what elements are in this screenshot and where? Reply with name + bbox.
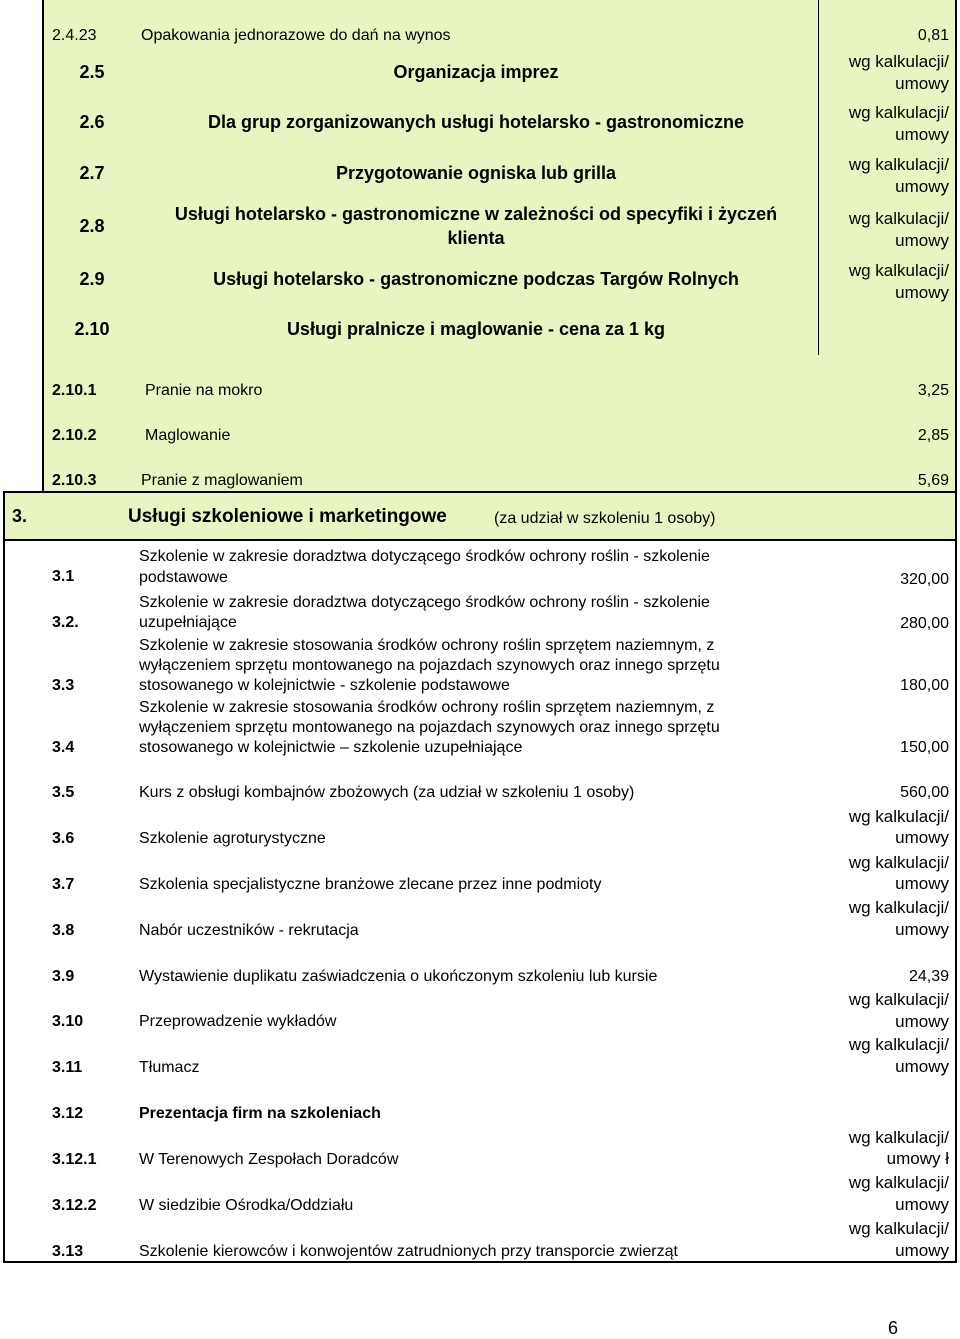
row-description: Przeprowadzenie wykładów — [139, 1013, 337, 1030]
row-number: 3.10 — [52, 1013, 84, 1030]
row-price: 320,00 — [900, 571, 949, 588]
row-number: 3.2. — [52, 614, 79, 631]
row-price: 24,39 — [908, 968, 949, 985]
row-description: Szkolenie kierowców i konwojentów zatrudnionych przy transporcie zwierząt — [139, 1243, 678, 1260]
row-price-line-2: umowy — [895, 283, 949, 302]
row-price-line-1: wg kalkulacji/ — [848, 155, 949, 174]
row-description: Maglowanie — [145, 427, 231, 444]
row-price-line-2: umowy ł — [886, 1149, 949, 1168]
row-price: 180,00 — [900, 677, 949, 694]
row-price-line-1: wg kalkulacji/ — [848, 898, 949, 917]
row-description: Prezentacja firm na szkoleniach — [139, 1105, 381, 1122]
row-price-line-1: wg kalkulacji/ — [848, 990, 949, 1009]
row-description-line-2: wyłączeniem sprzętu montowanego na pojazdach szynowych oraz innego sprzętu — [139, 657, 720, 674]
row-number: 3.1 — [52, 568, 75, 585]
row-price: 560,00 — [900, 784, 949, 801]
row-price: 2,85 — [917, 427, 949, 444]
row-number: 2.10 — [74, 319, 110, 339]
row-number: 2.10.3 — [52, 472, 97, 489]
row-number: 3.12 — [52, 1105, 84, 1122]
row-description: Tłumacz — [139, 1059, 200, 1076]
row-price-line-1: wg kalkulacji/ — [848, 807, 949, 826]
row-number: 2.6 — [79, 112, 105, 132]
row-number: 2.10.2 — [52, 427, 97, 444]
row-price-line-1: wg kalkulacji/ — [848, 1035, 949, 1054]
row-number: 3.4 — [52, 739, 75, 756]
row-description-line-1: Szkolenie w zakresie stosowania środków ochrony roślin sprzętem naziemnym, z — [139, 699, 715, 716]
row-number: 3.12.2 — [52, 1197, 97, 1214]
row-number: 2.5 — [79, 62, 105, 82]
row-number: 2.8 — [79, 216, 105, 236]
row-price-line-1: wg kalkulacji/ — [848, 103, 949, 122]
row-number: 2.7 — [79, 163, 105, 183]
row-description-line-1: Szkolenie w zakresie doradztwa dotyczącego środków ochrony roślin - szkolenie — [139, 548, 710, 565]
row-number: 3.5 — [52, 784, 75, 801]
row-description-line-1: Szkolenie w zakresie doradztwa dotyczącego środków ochrony roślin - szkolenie — [139, 594, 710, 611]
row-price: 3,25 — [917, 382, 949, 399]
row-price-line-2: umowy — [895, 231, 949, 250]
table-border-right — [955, 0, 957, 1262]
row-price-line-1: wg kalkulacji/ — [848, 52, 949, 71]
row-price: 5,69 — [917, 472, 949, 489]
row-description: Dla grup zorganizowanych usługi hotelarsko - gastronomiczne — [207, 112, 745, 132]
row-description-line-3: stosowanego w kolejnictwie - szkolenie podstawowe — [139, 677, 510, 694]
row-number: 3.12.1 — [52, 1151, 97, 1168]
row-number: 3.3 — [52, 677, 75, 694]
row-description: Szkolenia specjalistyczne branżowe zlecane przez inne podmioty — [139, 876, 602, 893]
row-price: 0,81 — [917, 27, 949, 44]
row-price-line-2: umowy — [895, 125, 949, 144]
row-description: Opakowania jednorazowe do dań na wynos — [141, 27, 451, 44]
row-number: 3.8 — [52, 922, 75, 939]
row-price-line-1: wg kalkulacji/ — [848, 1128, 949, 1147]
row-price-line-2: umowy — [895, 828, 949, 847]
row-price-line-1: wg kalkulacji/ — [848, 1173, 949, 1192]
row-price-line-2: umowy — [895, 1241, 949, 1260]
table-border-section3-top — [3, 491, 957, 493]
row-number: 2.9 — [79, 269, 105, 289]
section-title: Usługi szkoleniowe i marketingowe — [128, 506, 447, 527]
row-description: W Terenowych Zespołach Doradców — [139, 1151, 399, 1168]
row-description: Pranie na mokro — [145, 382, 263, 399]
section-number: 3. — [12, 506, 28, 526]
row-description: Usługi pralnicze i maglowanie - cena za 1 kg — [286, 319, 666, 339]
section-subtitle: (za udział w szkoleniu 1 osoby) — [494, 510, 716, 527]
row-price-line-1: wg kalkulacji/ — [848, 209, 949, 228]
row-description: Pranie z maglowaniem — [141, 472, 303, 489]
row-description-line-3: stosowanego w kolejnictwie – szkolenie uzupełniające — [139, 739, 523, 756]
row-description: Usługi hotelarsko - gastronomiczne podczas Targów Rolnych — [213, 269, 739, 289]
row-number: 3.6 — [52, 830, 75, 847]
row-description: Szkolenie agroturystyczne — [139, 830, 326, 847]
row-description: Organizacja imprez — [393, 62, 559, 82]
row-price: 150,00 — [900, 739, 949, 756]
row-description-line-2: klienta — [447, 228, 505, 248]
row-description-line-1: Usługi hotelarsko - gastronomiczne w zależności od specyfiki i życzeń — [174, 204, 778, 224]
row-price-line-2: umowy — [895, 1012, 949, 1031]
row-price-line-2: umowy — [895, 1057, 949, 1076]
row-description-line-2: wyłączeniem sprzętu montowanego na pojazdach szynowych oraz innego sprzętu — [139, 719, 720, 736]
row-price-line-2: umowy — [895, 1195, 949, 1214]
row-price-line-1: wg kalkulacji/ — [848, 853, 949, 872]
row-number: 3.9 — [52, 968, 75, 985]
row-number: 3.13 — [52, 1243, 84, 1260]
table-border-section3-header-bottom — [3, 539, 957, 541]
row-price-line-1: wg kalkulacji/ — [848, 1219, 949, 1238]
price-column-divider — [818, 0, 819, 355]
row-description-line-2: podstawowe — [139, 569, 228, 586]
row-description: Przygotowanie ogniska lub grilla — [335, 163, 617, 183]
row-description: Wystawienie duplikatu zaświadczenia o ukończonym szkoleniu lub kursie — [139, 968, 658, 985]
row-number: 2.4.23 — [52, 27, 97, 44]
page-number: 6 — [888, 1318, 899, 1338]
row-price-line-2: umowy — [895, 874, 949, 893]
table-border-left-top — [42, 0, 44, 493]
row-description-line-1: Szkolenie w zakresie stosowania środków ochrony roślin sprzętem naziemnym, z — [139, 637, 715, 654]
row-price-line-2: umowy — [895, 920, 949, 939]
row-price-line-1: wg kalkulacji/ — [848, 261, 949, 280]
row-description-line-2: uzupełniające — [139, 614, 237, 631]
row-number: 2.10.1 — [52, 382, 97, 399]
row-price: 280,00 — [900, 615, 949, 632]
row-description: W siedzibie Ośrodka/Oddziału — [139, 1197, 354, 1214]
row-price-line-2: umowy — [895, 177, 949, 196]
row-number: 3.11 — [52, 1059, 83, 1076]
row-number: 3.7 — [52, 876, 75, 893]
row-description: Kurs z obsługi kombajnów zbożowych (za udział w szkoleniu 1 osoby) — [139, 784, 635, 801]
table-border-left — [3, 492, 5, 1262]
row-description: Nabór uczestników - rekrutacja — [139, 922, 359, 939]
row-price-line-2: umowy — [895, 74, 949, 93]
